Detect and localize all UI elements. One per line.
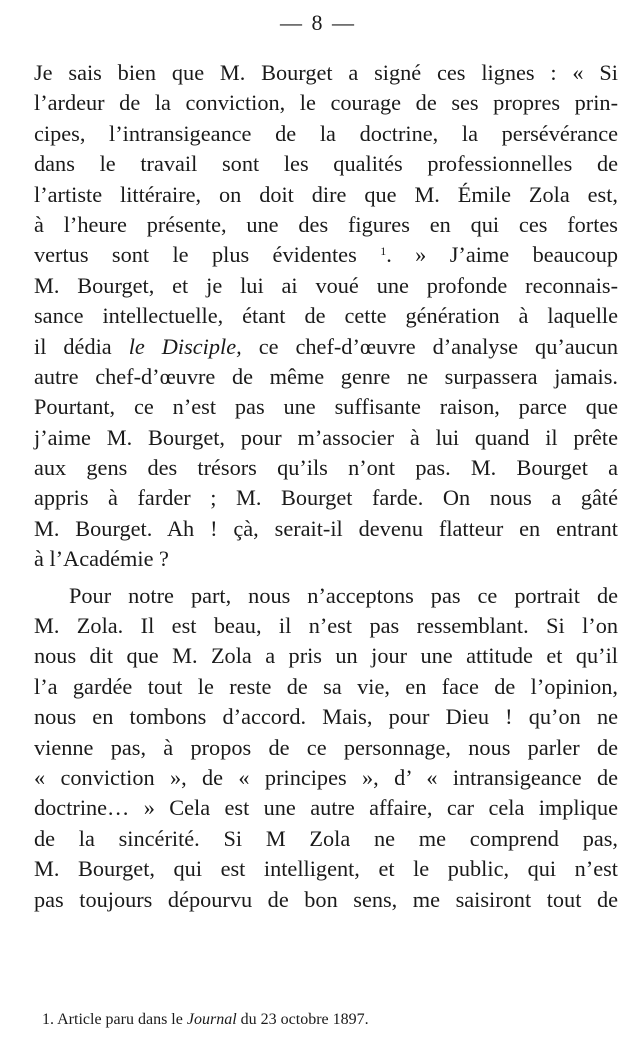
text-line: M. Zola. Il est beau, il n’est pas ressemblant. Si l’on xyxy=(34,613,618,639)
text-line: M. Bourget. Ah ! çà, serait-il devenu flatteur en entrant xyxy=(34,515,618,541)
text-line: j’aime M. Bourget, pour m’associer à lui quand il prête xyxy=(34,424,618,450)
text-segment: ce chef-d’œuvre d’analyse qu’aucun xyxy=(258,333,619,359)
text-line: à l’heure présente, une des figures en qui ces fortes xyxy=(34,211,618,237)
text-line: de la sincérité. Si M Zola ne me comprend pas, xyxy=(34,825,618,851)
text-line: l’ardeur de la conviction, le courage de ses propres prin- xyxy=(34,90,618,116)
text-line: M. Bourget, et je lui ai voué une profonde reconnais- xyxy=(34,272,618,298)
text-line: Pourtant, ce n’est pas une suffisante raison, parce que xyxy=(34,394,618,420)
text-line: cipes, l’intransigeance de la doctrine, la persévérance xyxy=(34,120,618,146)
text-line-with-title xyxy=(34,332,618,362)
text-line: Je sais bien que M. Bourget a signé ces lignes : « Si xyxy=(34,60,618,85)
text-line: nous en tombons d’accord. Mais, pour Dieu ! qu’on ne xyxy=(34,704,618,730)
text-line: sance intellectuelle, étant de cette génération à laquelle xyxy=(34,303,618,329)
text-segment: il dédia xyxy=(34,333,112,359)
footnote xyxy=(42,1010,602,1030)
text-segment: . » J’aime beaucoup xyxy=(386,242,619,268)
body-text xyxy=(34,58,618,915)
text-line: aux gens des trésors qu’ils n’ont pas. M. Bourget a xyxy=(34,455,618,481)
text-line: dans le travail sont les qualités professionnelles de xyxy=(34,151,618,177)
text-line: pas toujours dépourvu de bon sens, me saisiront tout de xyxy=(34,886,618,912)
footnote-journal-title: Journal xyxy=(186,1011,237,1028)
paragraph-2 xyxy=(34,581,618,915)
text-line: doctrine… » Cela est une autre affaire, car cela implique xyxy=(34,795,618,821)
text-line-with-footnote-ref xyxy=(34,240,618,270)
text-line: M. Bourget, qui est intelligent, et le public, qui n’est xyxy=(34,856,618,882)
paragraph-1 xyxy=(34,58,618,575)
footnote-reference: 1 xyxy=(380,244,387,259)
text-line: à l’Académie ? xyxy=(34,546,169,572)
footnote-number: 1. xyxy=(42,1011,54,1028)
text-line: Pour notre part, nous n’acceptons pas ce portrait de xyxy=(69,582,618,608)
footnote-text: Article paru dans le xyxy=(57,1011,183,1028)
footnote-text: du 23 octobre 1897. xyxy=(240,1011,369,1028)
text-line: appris à farder ; M. Bourget farde. On nous a gâté xyxy=(34,485,618,511)
text-line: l’a gardée tout le reste de sa vie, en face de l’opinion, xyxy=(34,673,618,699)
text-line: autre chef-d’œuvre de même genre ne surpassera jamais. xyxy=(34,363,618,389)
text-line: nous dit que M. Zola a pris un jour une attitude et qu’il xyxy=(34,643,618,669)
text-line: l’artiste littéraire, on doit dire que M. Émile Zola est, xyxy=(34,181,618,207)
text-line: « conviction », de « principes », d’ « intransigeance de xyxy=(34,764,618,790)
text-line: vienne pas, à propos de ce personnage, nous parler de xyxy=(34,734,618,760)
page-number: — 8 — xyxy=(280,10,356,35)
book-title: le Disciple, xyxy=(128,333,242,359)
text-segment: vertus sont le plus évidentes xyxy=(34,242,357,268)
